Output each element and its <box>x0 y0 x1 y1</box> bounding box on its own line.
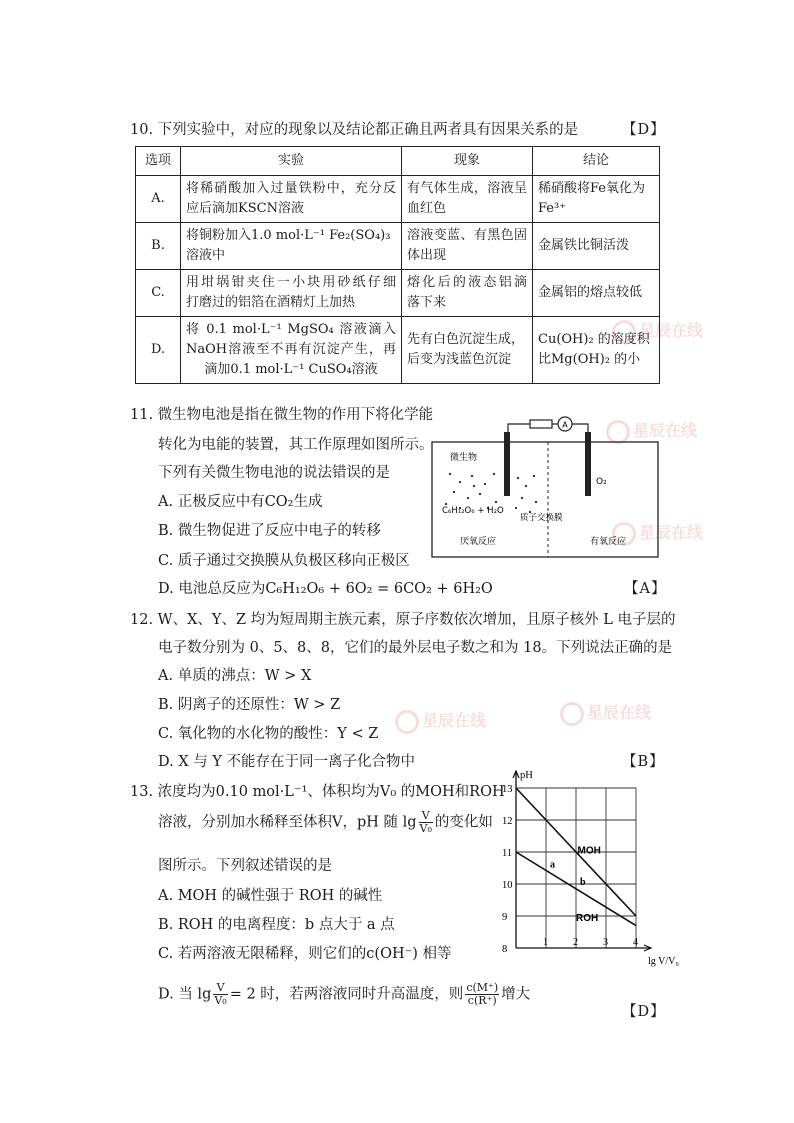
aerobic-region-label: 有氧反应 <box>590 537 627 547</box>
cell-line: 稀硝酸将Fe氧化为 <box>538 181 646 196</box>
q11-cell-diagram <box>430 412 662 562</box>
fraction-cm-cr <box>465 982 499 1007</box>
q12-answer: 【B】 <box>622 754 665 770</box>
cell-line: 将铜粉加入1.0 mol·L⁻¹ Fe₂(SO₄)₃ <box>186 228 391 243</box>
q13-option-b: B. ROH 的电离程度：b 点大于 a 点 <box>158 917 395 933</box>
x-tick-label: 3 <box>603 937 608 948</box>
q12-stem-line: 12. W、X、Y、Z 均为短周期主族元素，原子序数依次增加，且原子核外 L 电子层的 <box>130 612 676 628</box>
fraction-denominator: V₀ <box>214 994 227 1007</box>
q13-option-d-text: = 2 时，若两溶液同时升高温度，则 <box>229 986 464 1003</box>
row-option: A. <box>136 176 181 223</box>
fraction-v-v0 <box>419 810 433 835</box>
series-label-roh: ROH <box>576 912 599 924</box>
header-option: 选项 <box>136 147 181 176</box>
microbe-label: 微生物 <box>450 453 478 463</box>
cell-line: 比Mg(OH)₂ 的小 <box>538 352 641 367</box>
row-option: C. <box>136 270 181 317</box>
cell-line: 应后滴加KSCN溶液 <box>186 201 304 216</box>
row-conclusion <box>533 270 660 317</box>
y-tick-label: 9 <box>502 912 508 923</box>
q13-option-d <box>158 982 530 1007</box>
row-experiment <box>181 270 402 317</box>
watermark: 星辰在线 <box>612 520 703 546</box>
cell-line: 将 0.1 mol·L⁻¹ MgSO₄ 溶液滴入 <box>186 322 396 337</box>
row-conclusion <box>533 317 660 384</box>
q11-stem-line: 11. 微生物电池是指在微生物的作用下将化学能 <box>130 407 434 423</box>
watermark: 星辰在线 <box>395 708 486 734</box>
fraction-denominator: V₀ <box>419 822 432 835</box>
q11-stem-line: 转化为电能的装置，其工作原理如图所示。 <box>158 437 434 453</box>
q11-option-a: A. 正极反应中有CO₂生成 <box>158 494 323 510</box>
y-axis-label: pH <box>520 770 533 781</box>
row-conclusion <box>533 223 660 270</box>
q13-stem-text: 的变化如 <box>434 814 493 831</box>
fraction-denominator: c(R⁺) <box>467 994 497 1007</box>
y-tick-label: 11 <box>502 848 513 859</box>
q11-option-d: D. 电池总反应为C₆H₁₂O₆ + 6O₂ = 6CO₂ + 6H₂O <box>158 581 493 597</box>
fraction-numerator: V <box>419 810 433 823</box>
q12-option-c: C. 氧化物的水化物的酸性：Y < Z <box>158 726 379 742</box>
o2-label: O₂ <box>596 477 607 487</box>
watermark: 星辰在线 <box>606 418 697 444</box>
q11-option-b: B. 微生物促进了反应中电子的转移 <box>158 523 381 539</box>
q13-stem-text: 溶液，分别加水稀释至体积V，pH 随 lg <box>158 814 417 831</box>
watermark: 星辰在线 <box>612 318 703 344</box>
circuit-wire <box>508 424 530 442</box>
cell-line: 血红色 <box>407 201 447 216</box>
row-phenomenon <box>402 176 533 223</box>
q13-option-d-text: D. 当 lg <box>158 986 212 1003</box>
cell-line: 金属铁比铜活泼 <box>538 238 630 253</box>
point-label-a: a <box>550 859 555 871</box>
q13-stem-line <box>158 810 493 835</box>
q11-stem-line: 下列有关微生物电池的说法错误的是 <box>158 465 390 481</box>
fraction-v-v0 <box>213 982 227 1007</box>
q13-option-a: A. MOH 的碱性强于 ROH 的碱性 <box>158 888 383 904</box>
cell-line: 将稀硝酸加入过量铁粉中，充分反 <box>186 181 396 196</box>
y-tick-label: 8 <box>502 944 508 955</box>
cell-line: 先有白色沉淀生成， <box>407 332 525 347</box>
table-row <box>136 176 660 223</box>
cell-line: 溶液变蓝、有黑色固 <box>407 228 527 243</box>
q10-stem: 10. 下列实验中，对应的现象以及结论都正确且两者具有因果关系的是 <box>130 122 579 138</box>
x-tick-label: 1 <box>543 937 548 948</box>
anaerobic-region-label: 厌氧反应 <box>460 537 497 547</box>
cell-line: 打磨过的铝箔在酒精灯上加热 <box>186 295 356 310</box>
table-row <box>136 223 660 270</box>
q10-table <box>135 146 660 384</box>
cell-line: NaOH溶液至不再有沉淀产生，再 <box>186 342 396 357</box>
q11-option-c: C. 质子通过交换膜从负极区移向正极区 <box>158 553 410 569</box>
header-conclusion: 结论 <box>533 147 660 176</box>
row-conclusion <box>533 176 660 223</box>
q13-option-d-text: 增大 <box>501 986 531 1003</box>
q13-stem-line: 13. 浓度均为0.10 mol·L⁻¹、体积均为V₀ 的MOH和ROH <box>130 784 505 800</box>
series-label-moh: MOH <box>577 845 601 857</box>
q13-option-c: C. 若两溶液无限稀释，则它们的c(OH⁻) 相等 <box>158 946 452 962</box>
watermark: 星辰在线 <box>560 700 651 726</box>
q10-answer: 【D】 <box>622 122 666 138</box>
point-label-b: b <box>580 877 586 889</box>
x-tick-label: 2 <box>573 937 578 948</box>
row-experiment <box>181 223 402 270</box>
y-tick-label: 10 <box>502 880 513 891</box>
table-header-row <box>136 147 660 176</box>
q12-stem-line: 电子数分别为 0、5、8、8，它们的最外层电子数之和为 18。下列说法正确的是 <box>158 640 673 656</box>
cell-line: 落下来 <box>407 295 447 310</box>
cell-line: 熔化后的液态铝滴 <box>407 275 527 290</box>
reactant-label: C₆H₁₂O₆ + H₂O <box>442 506 504 516</box>
row-phenomenon <box>402 270 533 317</box>
q12-option-a: A. 单质的沸点：W > X <box>158 668 312 684</box>
cell-line: 后变为浅蓝色沉淀 <box>407 352 512 367</box>
row-experiment <box>181 317 402 384</box>
table-row <box>136 270 660 317</box>
y-tick-label: 12 <box>502 816 513 827</box>
cell-line: Fe³⁺ <box>538 201 567 216</box>
y-tick-label: 13 <box>502 784 513 795</box>
cell-line: 体出现 <box>407 248 447 263</box>
q12-option-b: B. 阴离子的还原性：W > Z <box>158 697 341 713</box>
row-option: B. <box>136 223 181 270</box>
ph-chart <box>490 758 680 978</box>
table-row <box>136 317 660 384</box>
cell-line: 用坩埚钳夹住一小块用砂纸仔细 <box>186 275 396 290</box>
row-phenomenon <box>402 223 533 270</box>
ammeter-label: A <box>562 420 568 430</box>
header-phenomenon: 现象 <box>402 147 533 176</box>
q12-option-d: D. X 与 Y 不能存在于同一离子化合物中 <box>158 754 416 770</box>
fraction-numerator: V <box>213 982 227 995</box>
q13-stem-line: 图所示。下列叙述错误的是 <box>158 858 332 874</box>
row-option: D. <box>136 317 181 384</box>
cell-line: 滴加0.1 mol·L⁻¹ CuSO₄溶液 <box>204 362 378 377</box>
x-axis-label: lg V/V₀ <box>648 956 679 967</box>
row-phenomenon <box>402 317 533 384</box>
cathode-electrode <box>585 432 591 496</box>
cell-line: 有气体生成，溶液呈 <box>407 181 527 196</box>
cell-line: 溶液中 <box>186 248 226 263</box>
membrane-label: 质子交换膜 <box>520 513 563 523</box>
q13-answer: 【D】 <box>622 1004 666 1020</box>
x-tick-label: 4 <box>633 937 638 948</box>
anode-electrode <box>504 432 510 496</box>
resistor <box>530 420 552 428</box>
cell-line: 金属铝的熔点较低 <box>538 285 643 300</box>
q11-answer: 【A】 <box>624 581 667 597</box>
row-experiment <box>181 176 402 223</box>
fraction-numerator: c(M⁺) <box>466 981 499 994</box>
cell-line: Cu(OH)₂ 的溶度积 <box>538 332 650 347</box>
header-experiment: 实验 <box>181 147 402 176</box>
